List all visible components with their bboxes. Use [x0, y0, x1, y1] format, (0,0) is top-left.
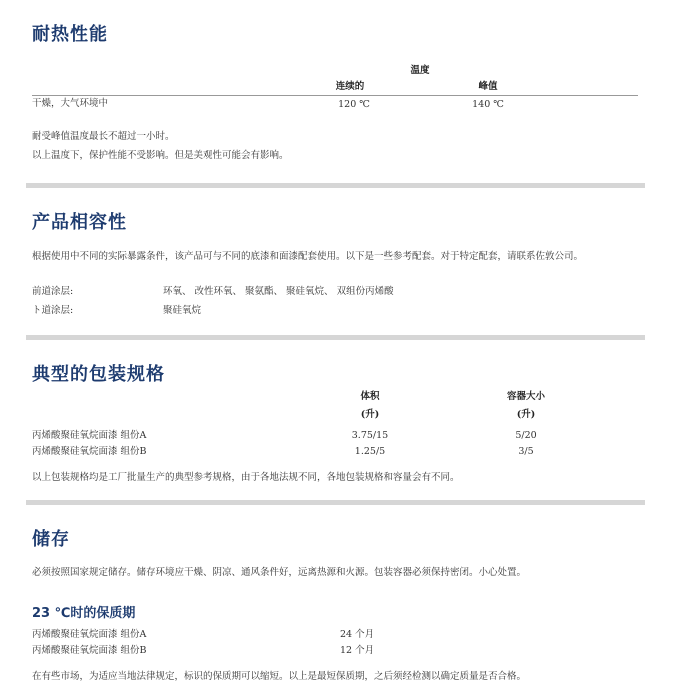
heat-note-peak-duration: 耐受峰值温度最长不超过一小时。 [32, 131, 175, 142]
packaging-row-container: 5/20 [515, 430, 537, 441]
packaging-note: 以上包装规格均是工厂批量生产的典型参考规格，由于各地法规不同，各地包装规格和容量会有不同。 [32, 472, 460, 483]
packaging-section-title: 典型的包装规格 [32, 364, 165, 385]
continuous-temperature-value: 120 ℃ [338, 99, 370, 110]
shelf-life-row-value: 24 个月 [340, 629, 375, 640]
shelf-life-row-name: 丙烯酸聚硅氧烷面漆 组份A [32, 629, 147, 640]
table-header-rule [32, 95, 638, 96]
shelf-life-note: 在有些市场，为适应当地法律规定，标识的保质期可以缩短。以上是最短保质期，之后须经检测以确定质量是否合格。 [32, 671, 527, 682]
heat-row-label: 干燥，大气环境中 [32, 98, 109, 109]
storage-section-title: 储存 [32, 529, 70, 550]
shelf-life-title: 23 ℃时的保质期 [32, 606, 136, 621]
temperature-group-header: 温度 [410, 65, 430, 76]
shelf-life-row-name: 丙烯酸聚硅氧烷面漆 组份B [32, 645, 147, 656]
section-divider [26, 183, 645, 188]
packaging-row-name: 丙烯酸聚硅氧烷面漆 组份A [32, 430, 147, 441]
section-divider [26, 335, 645, 340]
peak-temperature-value: 140 ℃ [472, 99, 504, 110]
container-column-header: 容器大小 [506, 391, 545, 402]
previous-coat-label: 前道涂层: [32, 286, 74, 297]
storage-text: 必须按照国家规定储存。储存环境应干燥、阴凉、通风条件好，远离热源和火源。包装容器必须保持密闭。小心处置。 [32, 567, 527, 578]
packaging-row-name: 丙烯酸聚硅氧烷面漆 组份B [32, 446, 147, 457]
compat-intro-text: 根据使用中不同的实际暴露条件，该产品可与不同的底漆和面漆配套使用。以下是一些参考配套。对于特定配套，请联系佐敦公司。 [32, 251, 584, 262]
heat-note-protection: 以上温度下，保护性能不受影响。但是美观性可能会有影响。 [32, 150, 289, 161]
continuous-column-header: 连续的 [335, 81, 365, 92]
container-unit-header: (升) [516, 409, 536, 420]
peak-column-header: 峰值 [478, 81, 498, 92]
compat-section-title: 产品相容性 [32, 212, 127, 233]
volume-unit-header: (升) [360, 409, 380, 420]
subsequent-coat-value: 聚硅氧烷 [163, 305, 202, 316]
volume-column-header: 体积 [360, 391, 380, 402]
packaging-row-volume: 1.25/5 [354, 446, 386, 457]
shelf-life-row-value: 12 个月 [340, 645, 375, 656]
heat-section-title: 耐热性能 [32, 24, 108, 45]
packaging-row-container: 3/5 [518, 446, 534, 457]
previous-coat-value: 环氧、 改性环氧、 聚氨酯、 聚硅氧烷、 双组份丙烯酸 [163, 286, 394, 297]
packaging-row-volume: 3.75/15 [351, 430, 389, 441]
section-divider [26, 500, 645, 505]
subsequent-coat-label: ト道涂层: [32, 305, 74, 316]
